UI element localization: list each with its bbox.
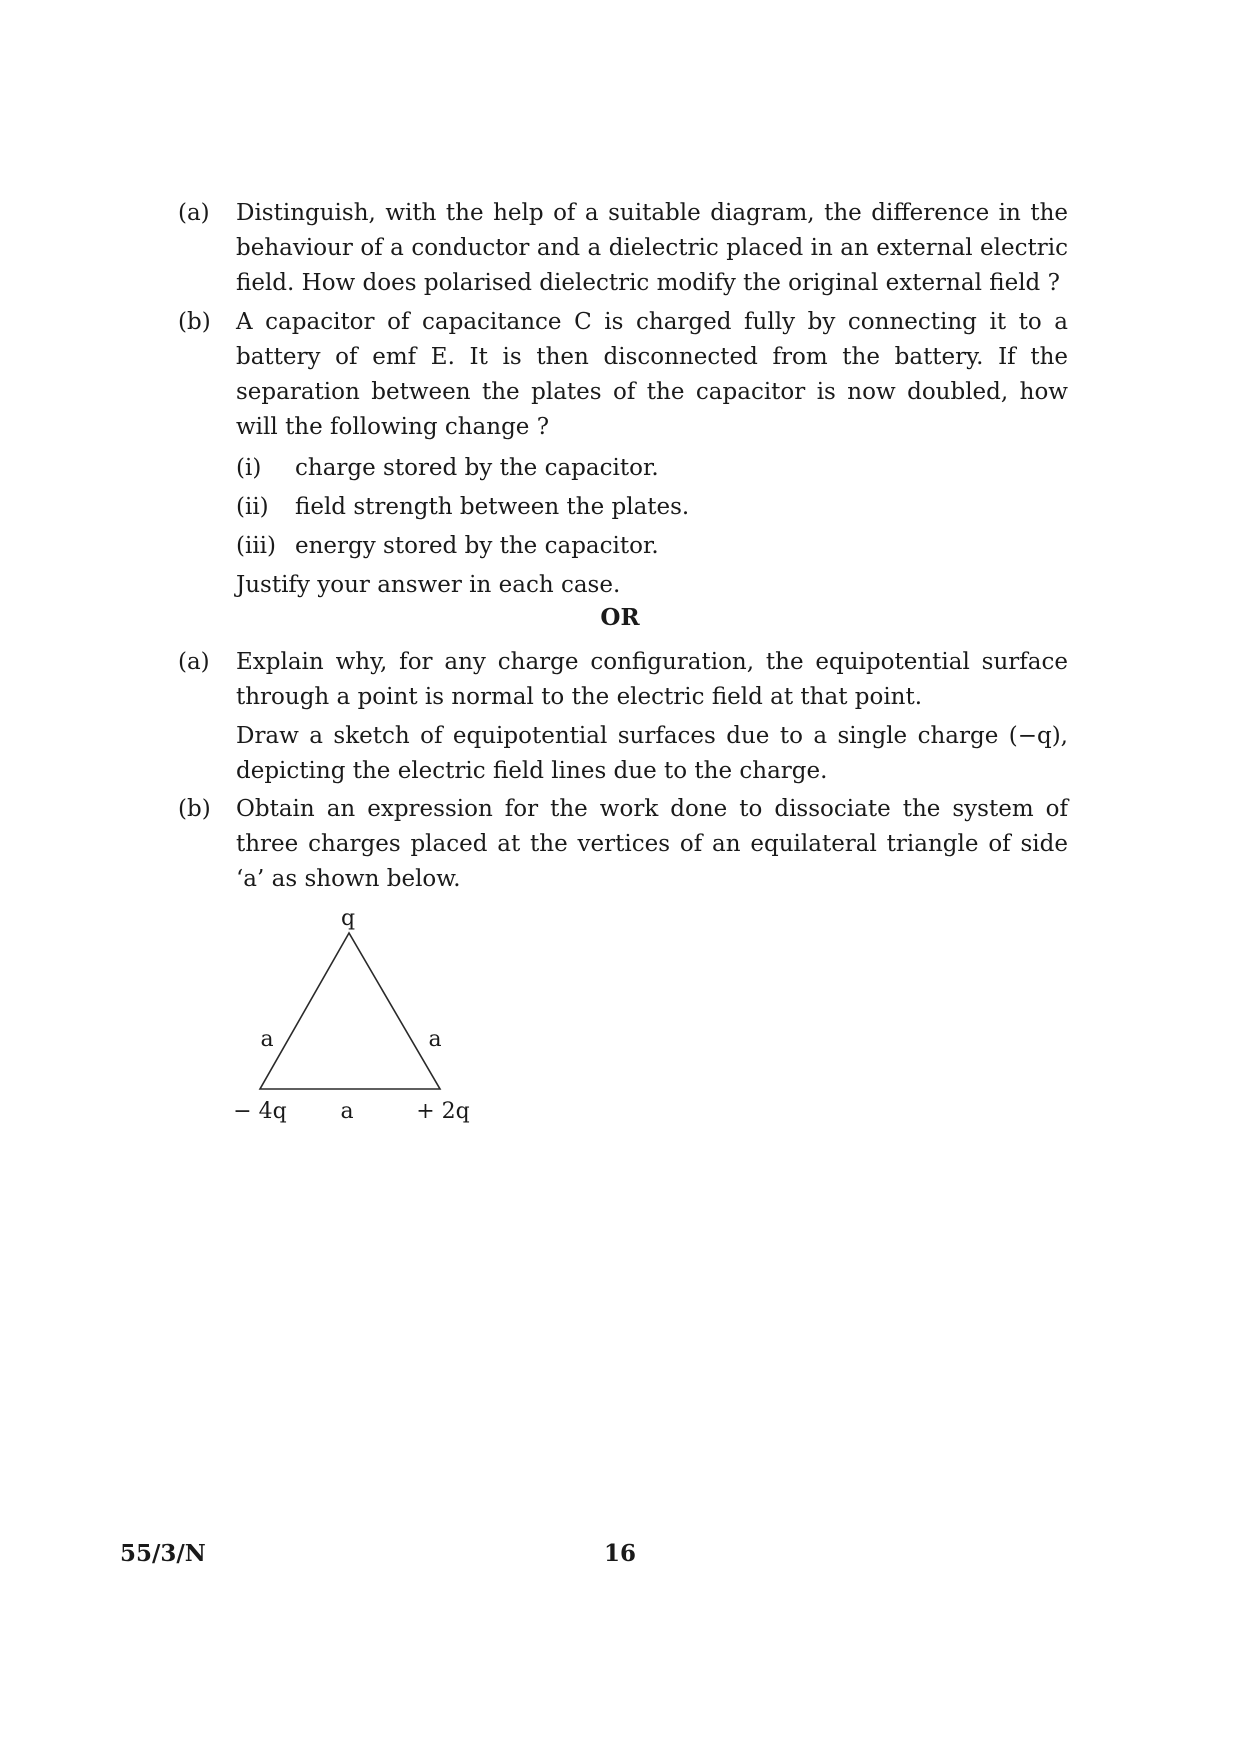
sub-item-i-num: (i) bbox=[236, 455, 262, 481]
sub-item-ii-num: (ii) bbox=[236, 494, 269, 520]
question-2b bbox=[178, 792, 1068, 897]
question-1b-label: (b) bbox=[178, 309, 211, 335]
sub-item-iii-num: (iii) bbox=[236, 533, 277, 559]
question-1b-text: A capacitor of capacitance C is charged fully by connecting it to a battery of emf E. It is then disconnected from the battery. If the separation between the plates of the capacitor is now doubled, how will the following change ? bbox=[236, 309, 1068, 440]
question-2b-label: (b) bbox=[178, 796, 211, 822]
right-side-label: a bbox=[428, 1027, 442, 1052]
question-1a bbox=[178, 196, 1068, 301]
sub-item-ii bbox=[236, 490, 689, 525]
page-number: 16 bbox=[603, 1540, 636, 1567]
or-separator: OR bbox=[600, 604, 640, 631]
sub-item-iii-text: energy stored by the capacitor. bbox=[295, 533, 659, 559]
bottom-left-charge-label: − 4q bbox=[233, 1099, 287, 1124]
question-2a-text1: Explain why, for any charge configuration, the equipotential surface through a point is normal to the electric field at that point. bbox=[236, 649, 1068, 710]
triangle-shape bbox=[260, 933, 440, 1089]
paper-code: 55/3/N bbox=[120, 1540, 206, 1567]
question-2b-text: Obtain an expression for the work done to dissociate the system of three charges placed at the vertices of an equilateral triangle of side ‘a’ as shown below. bbox=[236, 796, 1068, 892]
left-side-label: a bbox=[260, 1027, 274, 1052]
sub-item-iii bbox=[236, 529, 659, 564]
question-1a-text: Distinguish, with the help of a suitable diagram, the difference in the behaviour of a conductor and a dielectric placed in an external electric field. How does polarised dielectric modify the original external field ? bbox=[236, 200, 1068, 296]
sub-item-i-text: charge stored by the capacitor. bbox=[295, 455, 659, 481]
justify-instruction: Justify your answer in each case. bbox=[236, 572, 621, 598]
sub-item-ii-text: field strength between the plates. bbox=[295, 494, 690, 520]
sub-item-i bbox=[236, 451, 659, 486]
question-2a-label: (a) bbox=[178, 649, 210, 675]
bottom-right-charge-label: + 2q bbox=[416, 1099, 470, 1124]
top-charge-label: q bbox=[340, 906, 356, 931]
question-2a bbox=[178, 645, 1068, 789]
question-1a-label: (a) bbox=[178, 200, 210, 226]
question-2a-text2: Draw a sketch of equipotential surfaces due to a single charge (−q), depicting the electric field lines due to the charge. bbox=[236, 723, 1068, 784]
question-1b bbox=[178, 305, 1068, 445]
bottom-side-label: a bbox=[340, 1099, 354, 1124]
